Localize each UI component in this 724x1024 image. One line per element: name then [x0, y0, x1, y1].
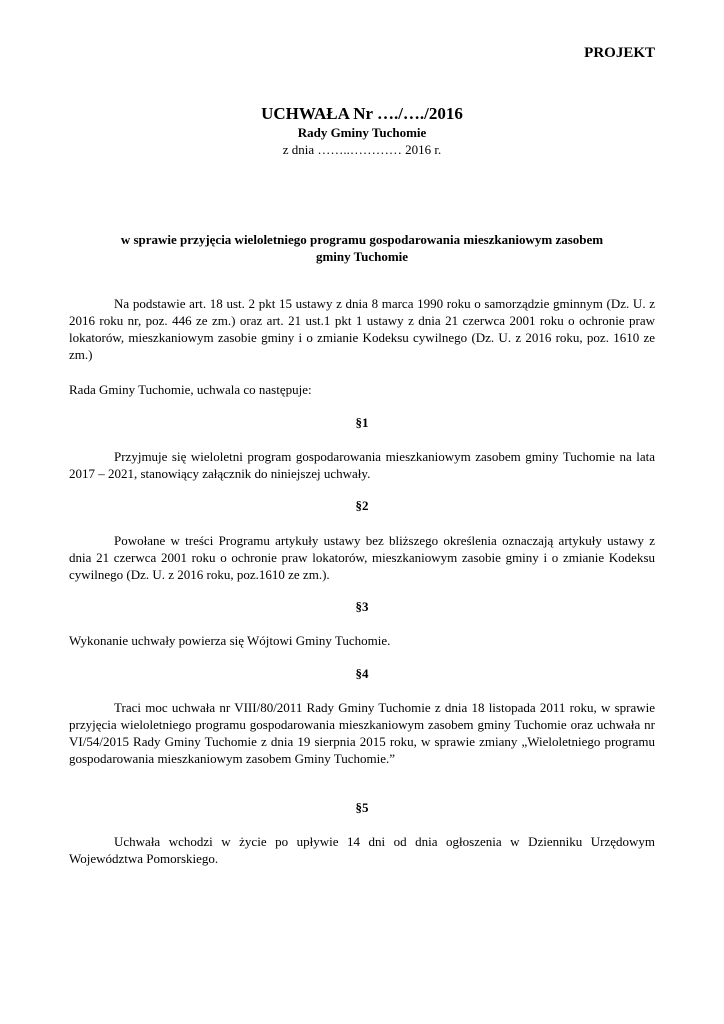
- projekt-label: PROJEKT: [584, 45, 655, 61]
- section-text-2: Powołane w treści Programu artykuły ustawy bez bliższego określenia oznaczają artykuły ustawy z dnia 21 czerwca 2001 roku o ochronie praw lokatorów, mieszkaniowym zasobie gminy i o zmianie Kodeksu cywilnego (Dz. U. z 2016 roku, poz.1610 ze zm.).: [69, 533, 655, 582]
- resolution-intro: Rada Gminy Tuchomie, uchwala co następuje:: [69, 382, 312, 397]
- title-block: [0, 104, 724, 158]
- section-heading-2: §2: [355, 498, 369, 513]
- date-line: z dnia ……..………… 2016 r.: [282, 142, 442, 157]
- section-text-5: Uchwała wchodzi w życie po upływie 14 dni od dnia ogłoszenia w Dzienniku Urzędowym Województwa Pomorskiego.: [69, 834, 655, 866]
- subject-heading: [69, 231, 655, 265]
- issuer-name: Rady Gminy Tuchomie: [297, 125, 427, 140]
- section-text-1: Przyjmuje się wieloletni program gospodarowania mieszkaniowym zasobem gminy Tuchomie na lata 2017 – 2021, stanowiący załącznik do niniejszej uchwały.: [69, 449, 655, 481]
- section-heading-1: §1: [355, 415, 369, 430]
- section-heading-3: §3: [355, 599, 369, 614]
- subject-line-2: gminy Tuchomie: [315, 249, 409, 264]
- section-text-3: Wykonanie uchwały powierza się Wójtowi Gminy Tuchomie.: [69, 633, 391, 648]
- subject-line-1: w sprawie przyjęcia wieloletniego programu gospodarowania mieszkaniowym zasobem: [120, 232, 604, 247]
- section-heading-4: §4: [355, 666, 369, 681]
- resolution-title: UCHWAŁA Nr …./…./2016: [261, 104, 463, 123]
- section-text-4: Traci moc uchwała nr VIII/80/2011 Rady Gminy Tuchomie z dnia 18 listopada 2011 roku, w sprawie przyjęcia wieloletniego programu gospodarowania mieszkaniowym zasobem gminy Tuchomie oraz uchwała nr VI/54/2015 Rady Gminy Tuchomie z dnia 19 sierpnia 2015 roku, w sprawie zmiany „Wieloletniego programu gospodarowania mieszkaniowym zasobem Gminy Tuchomie.”: [69, 700, 655, 766]
- section-heading-5: §5: [355, 800, 369, 815]
- preamble-paragraph: Na podstawie art. 18 ust. 2 pkt 15 ustawy z dnia 8 marca 1990 roku o samorządzie gminnym (Dz. U. z 2016 roku nr, poz. 446 ze zm.) oraz art. 21 ust.1 pkt 1 ustawy z dnia 21 czerwca 2001 roku o ochronie praw lokatorów, mieszkaniowym zasobie gminy i o zmianie Kodeksu cywilnego (Dz. U. z 2016 roku, poz. 1610 ze zm.): [69, 296, 655, 362]
